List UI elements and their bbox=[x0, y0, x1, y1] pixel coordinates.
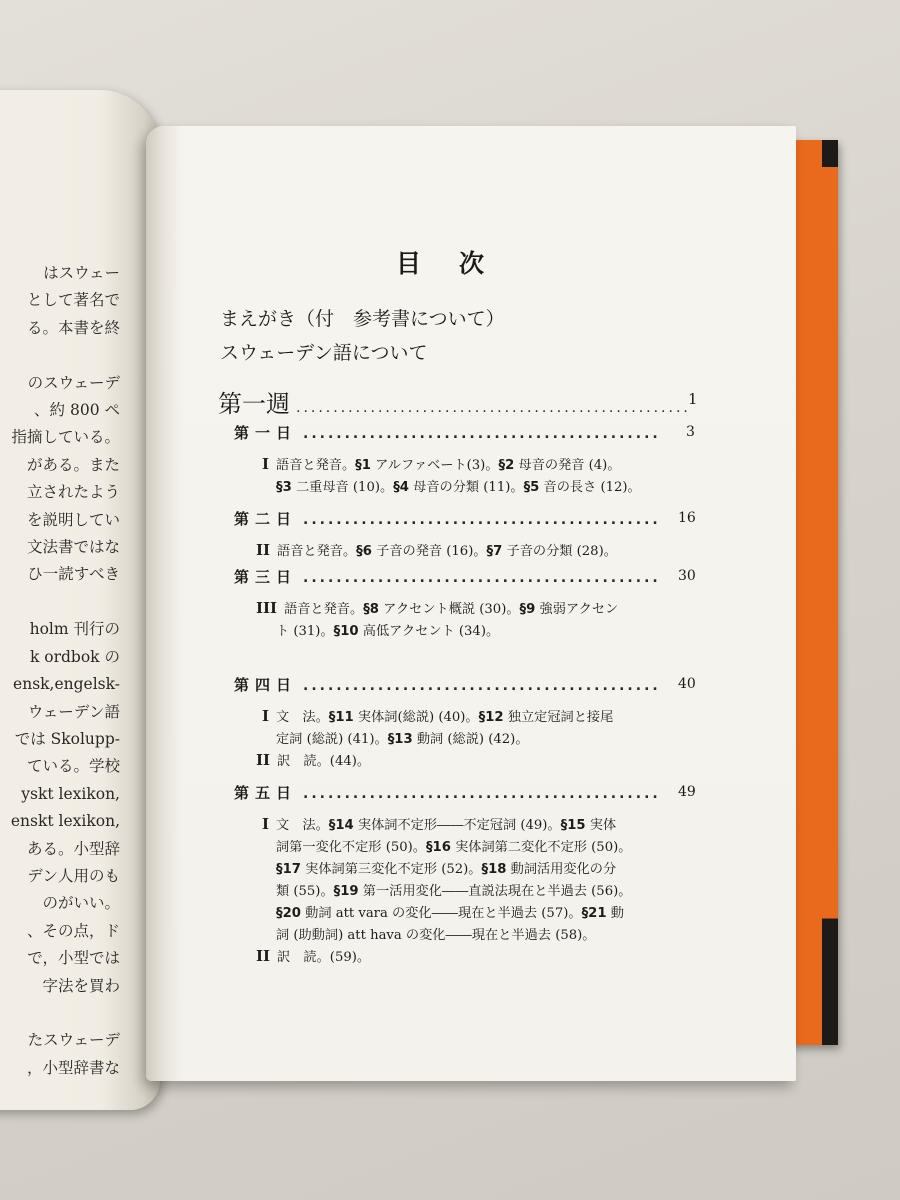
toc-title: 目次 bbox=[396, 249, 523, 278]
day-content-line bbox=[262, 706, 613, 725]
day-content-text: §17 実体詞第三変化不定形 (52)。§18 動詞活用変化の分 bbox=[276, 862, 617, 877]
left-page-line: はスウェー bbox=[43, 264, 120, 282]
left-page-line: で，小型では bbox=[27, 949, 120, 968]
day-content-text: §20 動詞 att vara の変化――現在と半過去 (57)。§21 動 bbox=[276, 906, 624, 921]
day-entry bbox=[234, 566, 664, 590]
left-page-line: ある。小型辞 bbox=[26, 839, 120, 858]
front-matter-preface: まえがき（付 参考書について） bbox=[220, 308, 505, 330]
day-content-text: ト (31)。§10 高低アクセント (34)。 bbox=[276, 624, 500, 639]
day-content-text: 訳 読。(59)。 bbox=[277, 950, 371, 965]
day-content-text: 定詞 (総説) (41)。§13 動詞 (総説) (42)。 bbox=[276, 732, 529, 747]
left-page bbox=[0, 90, 160, 1110]
day-page-number: 30 bbox=[678, 568, 696, 584]
day-content-line bbox=[276, 728, 529, 747]
day-content-line bbox=[276, 858, 616, 877]
day-content-text: 語音と発音。§8 アクセント概説 (30)。§9 強弱アクセン bbox=[284, 602, 619, 617]
leader-dots bbox=[296, 400, 692, 416]
day-content-line bbox=[276, 880, 631, 899]
day-page-number: 3 bbox=[686, 424, 695, 440]
left-page-text bbox=[0, 260, 120, 1082]
leader-dots bbox=[303, 570, 658, 586]
day-content-line bbox=[256, 946, 370, 965]
left-page-line: がある。また bbox=[26, 455, 120, 474]
week-label: 第一週 bbox=[218, 390, 290, 418]
day-label: 第五日 bbox=[234, 784, 298, 802]
leader-dots bbox=[303, 426, 658, 442]
day-content-text: 詞第一変化不定形 (50)。§16 実体詞第二変化不定形 (50)。 bbox=[276, 840, 632, 855]
left-page-line bbox=[0, 589, 120, 616]
day-label: 第三日 bbox=[234, 568, 298, 586]
day-content-line bbox=[256, 540, 617, 559]
left-page-line: る。本書を終 bbox=[26, 318, 120, 337]
day-content-line bbox=[262, 814, 616, 833]
roman-numeral: I bbox=[262, 455, 270, 473]
day-label: 第二日 bbox=[234, 510, 298, 528]
left-page-line: たスウェーデ bbox=[27, 1031, 120, 1050]
left-page-line: ，小型辞書な bbox=[26, 1058, 120, 1077]
day-content-text: 類 (55)。§19 第一活用変化――直説法現在と半過去 (56)。 bbox=[276, 884, 632, 899]
day-entry bbox=[234, 422, 664, 446]
left-page-line: を説明してい bbox=[26, 510, 120, 529]
roman-numeral: II bbox=[256, 751, 271, 769]
right-page-toc bbox=[146, 126, 796, 1081]
leader-dots bbox=[303, 678, 658, 694]
left-page-line: では Skolupp- bbox=[14, 729, 120, 748]
week-entry bbox=[218, 384, 698, 418]
left-page-line: 字法を買わ bbox=[42, 976, 120, 995]
left-page-line: ひ一読すべき bbox=[27, 565, 120, 584]
day-label: 第四日 bbox=[234, 676, 298, 694]
left-page-line: 文法書ではな bbox=[26, 538, 120, 557]
day-label: 第一日 bbox=[234, 424, 298, 442]
left-page-line: ている。学校 bbox=[26, 757, 120, 776]
left-page-line bbox=[0, 342, 120, 369]
roman-numeral: I bbox=[262, 707, 270, 725]
left-page-line: として著名で bbox=[26, 291, 120, 310]
left-page-line bbox=[0, 1000, 120, 1027]
leader-dots bbox=[303, 786, 658, 802]
left-page-line: デン人用のも bbox=[27, 866, 120, 885]
left-page-line: enskt lexikon, bbox=[10, 812, 120, 831]
left-page-line: 指摘している。 bbox=[11, 428, 120, 447]
left-page-line: 、約 800 ペ bbox=[34, 401, 120, 420]
cover-spine bbox=[822, 140, 838, 1045]
day-page-number: 16 bbox=[678, 510, 696, 526]
left-page-line: 立されたよう bbox=[26, 483, 120, 502]
roman-numeral: I bbox=[262, 815, 270, 833]
day-content-line bbox=[276, 476, 641, 495]
roman-numeral: II bbox=[256, 947, 271, 965]
day-content-text: 文 法。§11 実体詞(総説) (40)。§12 独立定冠詞と接尾 bbox=[276, 710, 614, 725]
day-content-line bbox=[276, 902, 624, 921]
left-page-line: k ordbok の bbox=[29, 647, 120, 666]
day-content-text: 詞 (助動詞) att hava の変化――現在と半過去 (58)。 bbox=[276, 928, 596, 943]
day-content-text: 語音と発音。§1 アルファベート(3)。§2 母音の発音 (4)。 bbox=[276, 458, 621, 473]
day-content-line bbox=[276, 924, 595, 943]
left-page-line: yskt lexikon, bbox=[21, 784, 120, 803]
roman-numeral: III bbox=[256, 599, 278, 617]
day-page-number: 40 bbox=[678, 676, 696, 692]
day-content-text: 文 法。§14 実体詞不定形――不定冠詞 (49)。§15 実体 bbox=[276, 818, 617, 833]
roman-numeral: II bbox=[256, 541, 271, 559]
day-content-line bbox=[276, 620, 499, 639]
day-content-line bbox=[262, 454, 621, 473]
day-content-line bbox=[276, 836, 631, 855]
left-page-line: のがいい。 bbox=[42, 894, 120, 913]
left-page-line: 、その点，ド bbox=[26, 921, 120, 940]
left-page-line: holm 刊行の bbox=[29, 620, 120, 639]
toc-content bbox=[146, 126, 796, 1081]
left-page-line: のスウェーデ bbox=[27, 373, 120, 392]
day-content-line bbox=[256, 750, 370, 769]
day-content-text: 訳 読。(44)。 bbox=[277, 754, 371, 769]
day-entry bbox=[234, 508, 664, 532]
day-content-text: §3 二重母音 (10)。§4 母音の分類 (11)。§5 音の長さ (12)。 bbox=[276, 480, 641, 495]
week-page-number: 1 bbox=[688, 390, 698, 408]
day-entry bbox=[234, 674, 664, 698]
day-entry bbox=[234, 782, 664, 806]
left-page-line: ensk,engelsk- bbox=[13, 675, 120, 694]
front-matter-about-swedish: スウェーデン語について bbox=[220, 342, 428, 364]
day-page-number: 49 bbox=[678, 784, 696, 800]
left-page-line: ウェーデン語 bbox=[27, 702, 120, 721]
day-content-text: 語音と発音。§6 子音の発音 (16)。§7 子音の分類 (28)。 bbox=[277, 544, 617, 559]
leader-dots bbox=[303, 512, 658, 528]
day-content-line bbox=[256, 598, 618, 617]
